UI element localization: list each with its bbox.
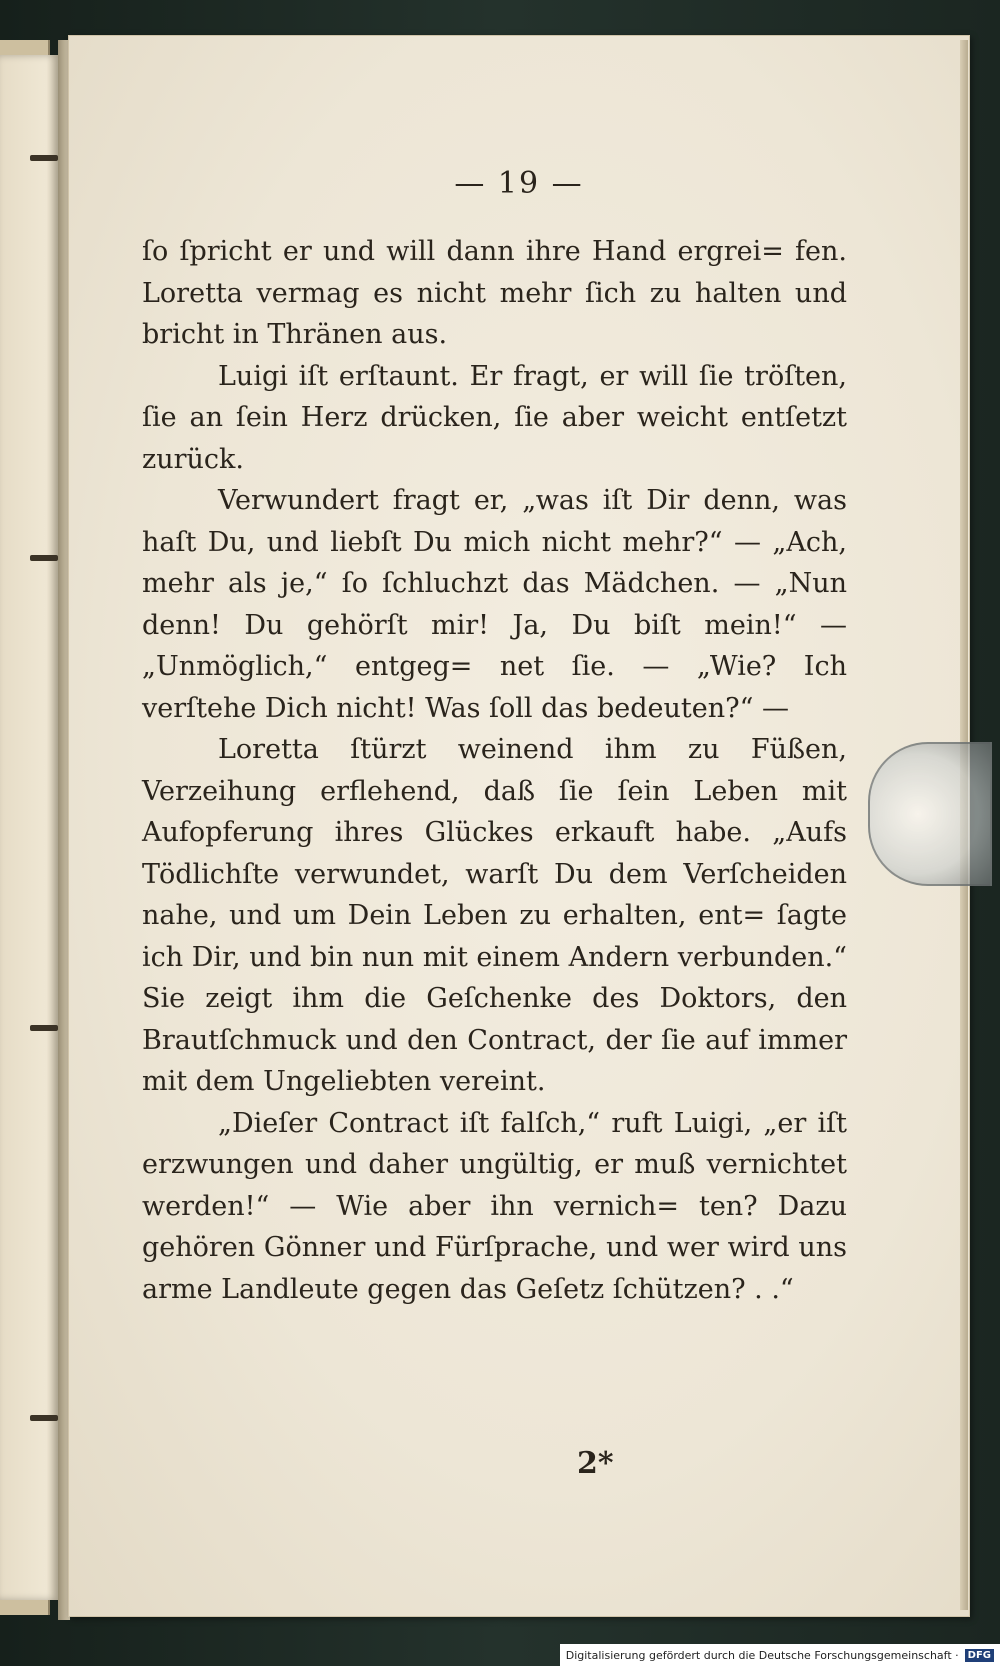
signature-mark: 2* (577, 1446, 614, 1481)
page-holder-clip (868, 742, 992, 886)
binding-stitch (30, 1025, 58, 1031)
binding-stitch (30, 155, 58, 161)
paragraph-2: Luigi iſt erſtaunt. Er fragt, er will ſie tröſten, ſie an ſein Herz drücken, ſie aber weicht entſetzt zurück. (142, 360, 847, 475)
binding-stitch (30, 555, 58, 561)
dfg-logo: DFG (965, 1649, 994, 1662)
paragraph-5: „Dieſer Contract iſt falſch,“ ruft Luigi, „er iſt erzwungen und daher ungültig, er muß vernichtet werden!“ — Wie aber ihn vernich= ten? Dazu gehören Gönner und Fürſprache, und wer wird uns arme Landleute gegen das Geſetz ſchützen? . .“ (142, 1107, 847, 1305)
binding-stitch (30, 1415, 58, 1421)
book-page (68, 35, 970, 1617)
paragraph-1: ſo ſpricht er und will dann ihre Hand ergrei= fen. Loretta vermag es nicht mehr ſich zu halten und bricht in Thränen aus. (142, 236, 847, 350)
page-number: — 19 — (454, 166, 584, 201)
footer-credit: Digitalisierung gefördert durch die Deutsche Forschungsgemeinschaft · (565, 1648, 959, 1662)
paragraph-3: Verwundert fragt er, „was iſt Dir denn, was haſt Du, und liebſt Du mich nicht mehr?“ — „Ach, mehr als je,“ ſo ſchluchzt das Mädchen. — „Nun denn! Du gehörſt mir! Ja, Du biſt mein!“ — „Unmöglich,“ entgeg= net ſie. — „Wie? Ich verſtehe Dich nicht! Was ſoll das bedeuten?“ — (142, 485, 847, 724)
page-text (142, 231, 847, 1310)
digitization-footer (560, 1644, 1000, 1666)
left-page-edge (0, 55, 58, 1600)
paragraph-4: Loretta ſtürzt weinend ihm zu Füßen, Verzeihung erflehend, daß ſie ſein Leben mit Aufopferung ihres Glückes erkauft habe. „Aufs Tödlichſte verwundet, warſt Du dem Verſcheiden nahe, und um Dein Leben zu erhalten, ent= ſagte ich Dir, und bin nun mit einem Andern verbunden.“ Sie zeigt ihm die Geſchenke des Doktors, den Brautſchmuck und den Contract, der ſie auf immer mit dem Ungeliebten vereint. (142, 734, 847, 1097)
